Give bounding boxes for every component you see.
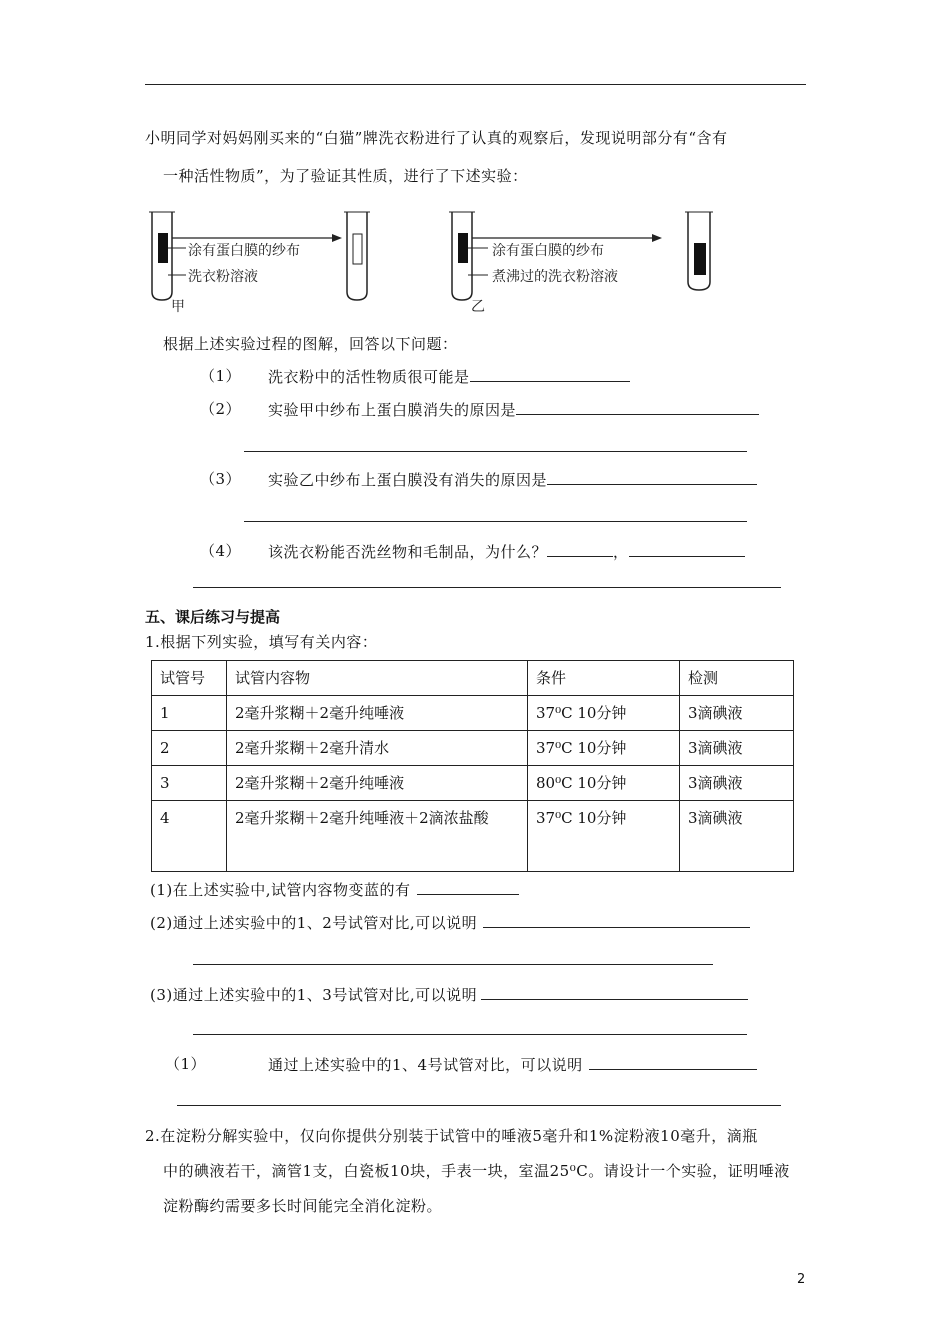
test-tube-yi-after xyxy=(685,212,713,290)
table-cell: 3滴碘液 xyxy=(680,731,794,766)
q4-answer-line[interactable] xyxy=(193,587,781,588)
table-cell: 3 xyxy=(152,766,227,801)
q3-answer-blank[interactable] xyxy=(547,468,757,485)
q3-answer-line[interactable] xyxy=(244,521,747,522)
q4-text xyxy=(268,540,745,562)
label-jia-gauze: 涂有蛋白膜的纱布 xyxy=(188,243,300,259)
q4-answer-blank-2[interactable] xyxy=(629,540,745,557)
q2-number: （2） xyxy=(200,400,242,418)
gauze-coated-yi xyxy=(694,243,706,275)
table-cell: 4 xyxy=(152,801,227,872)
q2-text xyxy=(268,398,759,420)
table-cell: 3滴碘液 xyxy=(680,766,794,801)
table-cell: 37⁰C 10分钟 xyxy=(528,696,680,731)
q4-comma: ， xyxy=(613,543,629,561)
label-jia-liquid: 洗衣粉溶液 xyxy=(188,269,258,285)
table-row xyxy=(152,801,794,872)
table-cell: 3滴碘液 xyxy=(680,801,794,872)
q3-number: （3） xyxy=(200,470,242,488)
table-row xyxy=(152,731,794,766)
q1-answer-blank[interactable] xyxy=(470,365,630,382)
sub-q1-label: (1)在上述实验中,试管内容物变蓝的有 xyxy=(150,881,411,899)
table-cell: 3滴碘液 xyxy=(680,696,794,731)
q3-label: 实验乙中纱布上蛋白膜没有消失的原因是 xyxy=(268,471,548,489)
sub-q2-answer-line[interactable] xyxy=(193,964,713,965)
q4-label: 该洗衣粉能否洗丝物和毛制品，为什么？ xyxy=(268,543,548,561)
sub-q4-answer-line[interactable] xyxy=(177,1105,781,1106)
q2-design-line-1: 2.在淀粉分解实验中，仅向你提供分别装于试管中的唾液5毫升和1%淀粉液10毫升，滴瓶 xyxy=(145,1127,758,1145)
table-header: 试管号 xyxy=(152,661,227,696)
sub-q2 xyxy=(150,911,750,933)
table-cell: 80⁰C 10分钟 xyxy=(528,766,680,801)
gauze-block-yi xyxy=(458,233,468,263)
table-cell: 37⁰C 10分钟 xyxy=(528,801,680,872)
sub-q2-answer-blank[interactable] xyxy=(483,911,750,928)
q2-label: 实验甲中纱布上蛋白膜消失的原因是 xyxy=(268,401,517,419)
q1-number: （1） xyxy=(200,367,242,385)
sub-q3-label: (3)通过上述实验中的1、3号试管对比,可以说明 xyxy=(150,986,478,1004)
test-tube-yi-before xyxy=(449,212,475,300)
sub-q4 xyxy=(268,1053,757,1075)
table-cell: 2毫升浆糊＋2毫升清水 xyxy=(227,731,528,766)
sub-q4-answer-blank[interactable] xyxy=(589,1053,757,1070)
q4-number: （4） xyxy=(200,542,242,560)
q3-text xyxy=(268,468,757,490)
intro-line-2: 一种活性物质”，为了验证其性质，进行了下述实验： xyxy=(163,167,528,185)
table-header: 检测 xyxy=(680,661,794,696)
questions-prompt: 根据上述实验过程的图解，回答以下问题： xyxy=(163,335,458,353)
table-cell: 2 xyxy=(152,731,227,766)
test-tube-jia-after xyxy=(344,212,370,300)
gauze-block-jia xyxy=(158,233,168,263)
table-cell: 37⁰C 10分钟 xyxy=(528,731,680,766)
label-jia: 甲 xyxy=(171,299,185,315)
header-rule xyxy=(145,84,806,85)
table-cell: 2毫升浆糊＋2毫升纯唾液 xyxy=(227,696,528,731)
page-number: 2 xyxy=(797,1272,806,1287)
table-header: 试管内容物 xyxy=(227,661,528,696)
sub-q2-label: (2)通过上述实验中的1、2号试管对比,可以说明 xyxy=(150,914,478,932)
q2-design-line-2: 中的碘液若干，滴管1支，白瓷板10块，手表一块，室温25⁰C。请设计一个实验，证明唾液 xyxy=(163,1162,790,1180)
sub-q1-answer-blank[interactable] xyxy=(417,878,519,895)
label-yi: 乙 xyxy=(471,299,485,315)
table-cell: 1 xyxy=(152,696,227,731)
table-cell: 2毫升浆糊＋2毫升纯唾液＋2滴浓盐酸 xyxy=(227,801,528,872)
table-row xyxy=(152,766,794,801)
gauze-clean-jia xyxy=(353,234,362,264)
section-5-q1-intro: 1.根据下列实验，填写有关内容： xyxy=(145,633,378,651)
q2-answer-blank[interactable] xyxy=(516,398,759,415)
q1-label: 洗衣粉中的活性物质很可能是 xyxy=(268,368,470,386)
experiment-table xyxy=(151,660,794,872)
sub-q1 xyxy=(150,878,519,900)
table-header-row xyxy=(152,661,794,696)
table-cell: 2毫升浆糊＋2毫升纯唾液 xyxy=(227,766,528,801)
q1-text xyxy=(268,365,630,387)
sub-q4-number: （1） xyxy=(165,1055,207,1073)
sub-q4-label: 通过上述实验中的1、4号试管对比，可以说明 xyxy=(268,1056,583,1074)
table-row xyxy=(152,696,794,731)
label-yi-gauze: 涂有蛋白膜的纱布 xyxy=(492,243,604,259)
table-header: 条件 xyxy=(528,661,680,696)
intro-line-1: 小明同学对妈妈刚买来的“白猫”牌洗衣粉进行了认真的观察后，发现说明部分有“含有 xyxy=(145,129,728,147)
sub-q3-answer-line[interactable] xyxy=(193,1034,747,1035)
sub-q3 xyxy=(150,983,748,1005)
label-yi-liquid: 煮沸过的洗衣粉溶液 xyxy=(492,269,618,285)
section-5-title: 五、课后练习与提高 xyxy=(145,608,281,626)
sub-q3-answer-blank[interactable] xyxy=(481,983,748,1000)
q4-answer-blank-1[interactable] xyxy=(547,540,613,557)
q2-answer-line[interactable] xyxy=(244,451,747,452)
test-tube-jia-before xyxy=(149,212,175,300)
q2-design-line-3: 淀粉酶约需要多长时间能完全消化淀粉。 xyxy=(163,1197,443,1215)
